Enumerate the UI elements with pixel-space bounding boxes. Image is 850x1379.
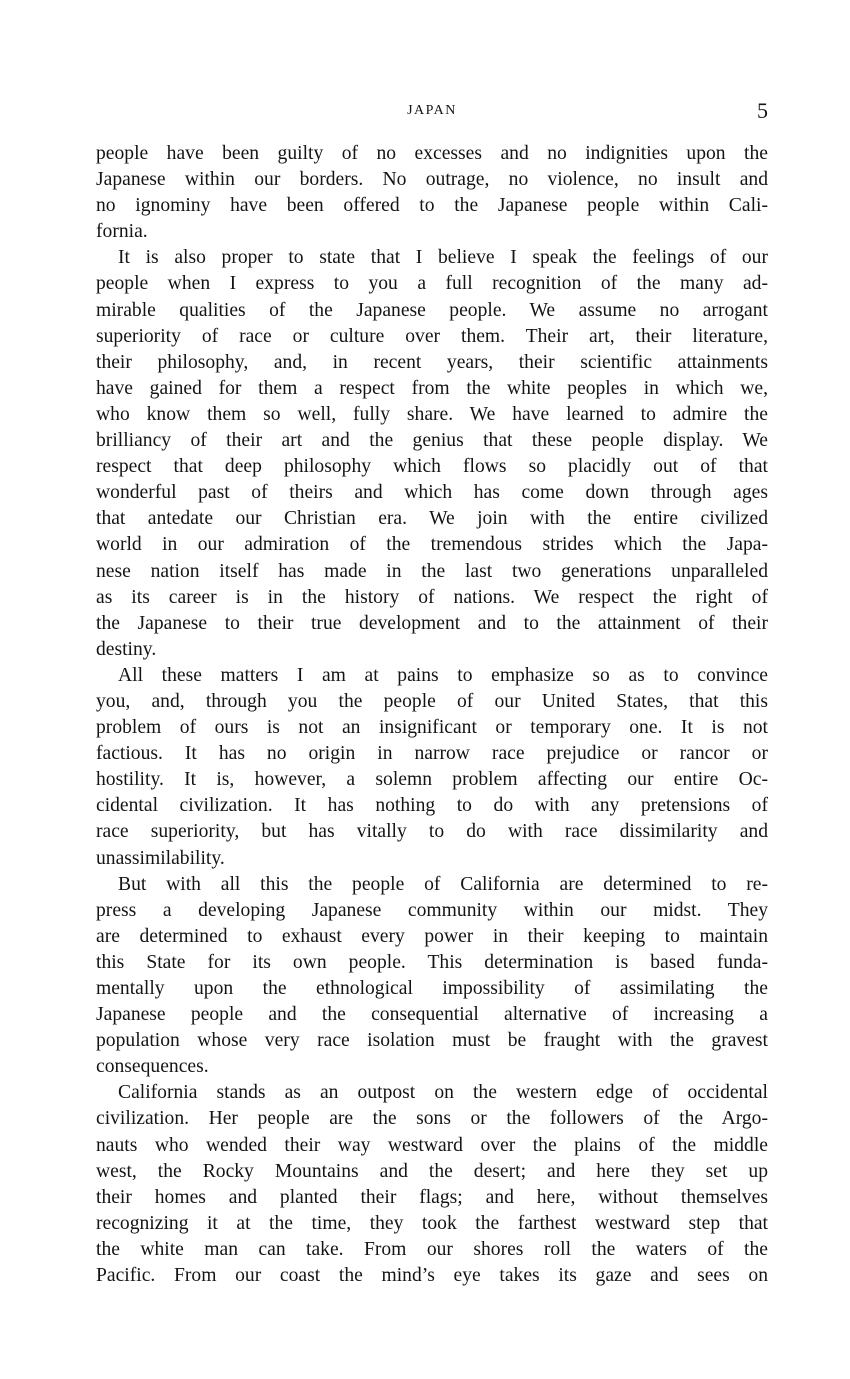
text-line: consequences.	[96, 1056, 209, 1078]
page-number: 5	[757, 98, 768, 123]
text-line: destiny.	[96, 638, 157, 660]
text-line: you, and, through you the people of our United States, that this	[96, 690, 768, 712]
text-line: unassimilability.	[96, 847, 225, 869]
text-line: wonderful past of theirs and which has come down through ages	[96, 482, 768, 504]
text-line: nese nation itself has made in the last two generations unparalleled	[96, 560, 768, 582]
running-title: JAPAN	[407, 103, 457, 118]
text-line: factious. It has no origin in narrow race prejudice or rancor or	[96, 743, 768, 765]
text-line: race superiority, but has vitally to do with race dissimilarity and	[96, 821, 768, 843]
text-line: brilliancy of their art and the genius that these people display. We	[96, 430, 768, 452]
text-line: have gained for them a respect from the white peoples in which we,	[96, 377, 768, 399]
text-line: this State for its own people. This determination is based funda-	[96, 951, 768, 973]
body-text	[96, 141, 768, 1289]
text-line: nauts who wended their way westward over the plains of the middle	[96, 1134, 768, 1156]
text-line: Japanese within our borders. No outrage, no violence, no insult and	[96, 169, 768, 191]
text-line: Pacific. From our coast the mind’s eye takes its gaze and sees on	[96, 1265, 768, 1287]
text-line: their philosophy, and, in recent years, their scientific attainments	[96, 351, 768, 373]
text-line: that antedate our Christian era. We join with the entire civilized	[96, 508, 768, 530]
running-head	[96, 98, 768, 124]
text-line: recognizing it at the time, they took the farthest westward step that	[96, 1212, 768, 1234]
text-line: the white man can take. From our shores roll the waters of the	[96, 1238, 768, 1260]
text-line: respect that deep philosophy which flows so placidly out of that	[96, 456, 768, 478]
text-line: problem of ours is not an insignificant or temporary one. It is not	[96, 717, 768, 739]
text-line: people when I express to you a full recognition of the many ad-	[96, 273, 768, 295]
text-line: California stands as an outpost on the western edge of occidental	[118, 1082, 768, 1104]
text-line: Japanese people and the consequential alternative of increasing a	[96, 1004, 768, 1026]
text-line: fornia.	[96, 221, 148, 243]
text-line: superiority of race or culture over them. Their art, their literature,	[96, 325, 768, 347]
text-line: no ignominy have been offered to the Japanese people within Cali-	[96, 195, 768, 217]
text-line: But with all this the people of California are determined to re-	[118, 873, 768, 895]
text-line: as its career is in the history of nations. We respect the right of	[96, 586, 768, 608]
text-line: hostility. It is, however, a solemn problem affecting our entire Oc-	[96, 769, 768, 791]
text-line: civilization. Her people are the sons or the followers of the Argo-	[96, 1108, 768, 1130]
text-line: their homes and planted their flags; and here, without themselves	[96, 1186, 768, 1208]
text-line: cidental civilization. It has nothing to do with any pretensions of	[96, 795, 768, 817]
text-line: mirable qualities of the Japanese people. We assume no arrogant	[96, 299, 768, 321]
text-line: are determined to exhaust every power in their keeping to maintain	[96, 925, 768, 947]
text-line: west, the Rocky Mountains and the desert; and here they set up	[96, 1160, 768, 1182]
text-line: It is also proper to state that I believe I speak the feelings of our	[118, 247, 768, 269]
text-line: who know them so well, fully share. We have learned to admire the	[96, 403, 768, 425]
text-line: All these matters I am at pains to emphasize so as to convince	[118, 664, 768, 686]
text-line: mentally upon the ethnological impossibility of assimilating the	[96, 978, 768, 999]
text-line: the Japanese to their true development and to the attainment of their	[96, 612, 768, 634]
text-line: population whose very race isolation must be fraught with the gravest	[96, 1030, 768, 1052]
text-line: world in our admiration of the tremendous strides which the Japa-	[96, 534, 768, 556]
text-line: press a developing Japanese community within our midst. They	[96, 899, 768, 921]
text-line: people have been guilty of no excesses and no indignities upon the	[96, 143, 768, 164]
